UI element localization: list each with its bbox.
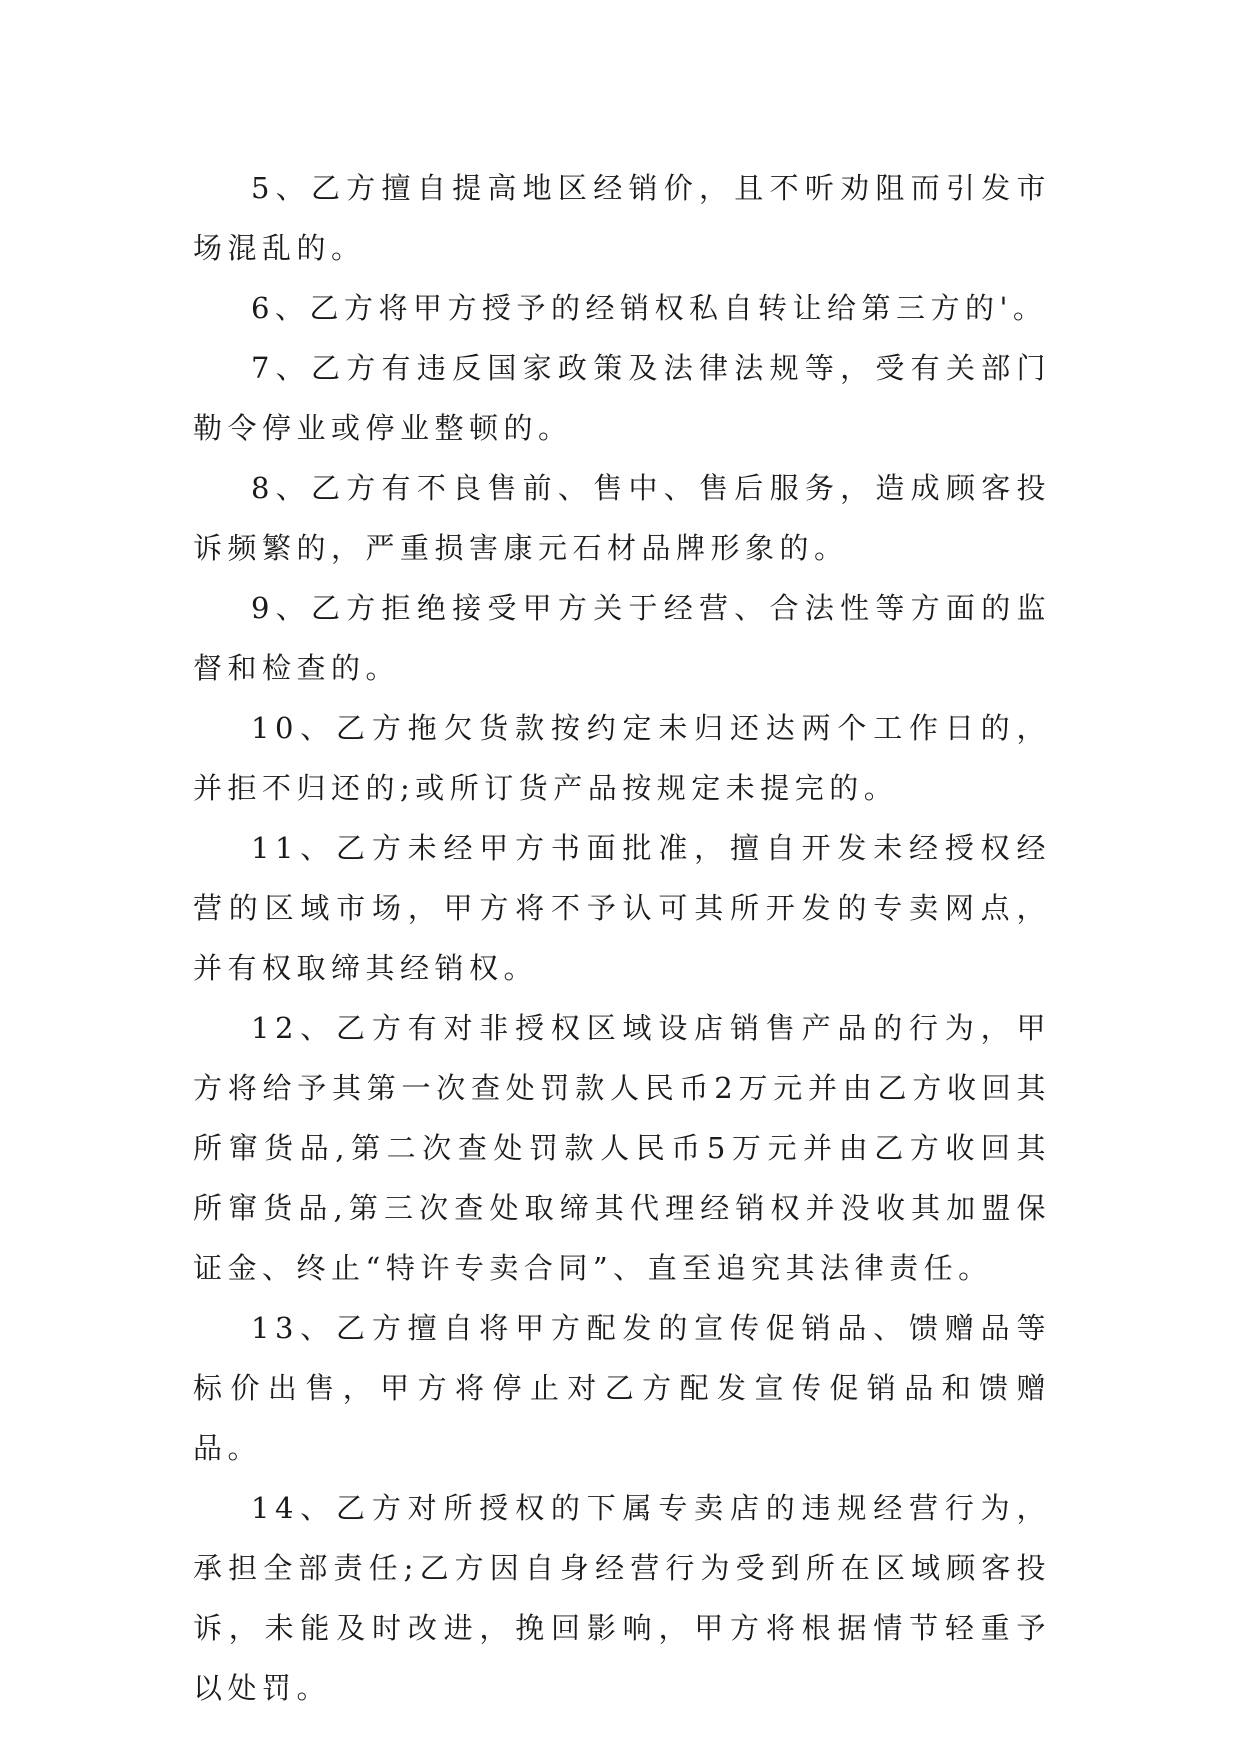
clause-13: 13、乙方擅自将甲方配发的宣传促销品、馈赠品等标价出售，甲方将停止对乙方配发宣传促销品和馈赠品。 [193,1311,1051,1465]
document-body [193,158,1051,1718]
clause-11: 11、乙方未经甲方书面批准，擅自开发未经授权经营的区域市场，甲方将不予认可其所开发的专卖网点，并有权取缔其经销权。 [193,831,1051,985]
clause-14: 14、乙方对所授权的下属专卖店的违规经营行为，承担全部责任;乙方因自身经营行为受到所在区域顾客投诉，未能及时改进，挽回影响，甲方将根据情节轻重予以处罚。 [193,1491,1051,1705]
clause-12: 12、乙方有对非授权区域设店销售产品的行为，甲方将给予其第一次查处罚款人民币2万元并由乙方收回其所窜货品,第二次查处罚款人民币5万元并由乙方收回其所窜货品,第三次查处取缔其代理经销权并没收其加盟保证金、终止“特许专卖合同”、直至追究其法律责任。 [193,1011,1051,1285]
clause-8: 8、乙方有不良售前、售中、售后服务，造成顾客投诉频繁的，严重损害康元石材品牌形象的。 [193,471,1051,565]
clause-5: 5、乙方擅自提高地区经销价，且不听劝阻而引发市场混乱的。 [193,171,1051,265]
clause-10: 10、乙方拖欠货款按约定未归还达两个工作日的，并拒不归还的;或所订货产品按规定未提完的。 [193,711,1051,805]
clause-9: 9、乙方拒绝接受甲方关于经营、合法性等方面的监督和检查的。 [193,591,1051,685]
clause-6: 6、乙方将甲方授予的经销权私自转让给第三方的'。 [251,291,1048,325]
clause-7: 7、乙方有违反国家政策及法律法规等，受有关部门勒令停业或停业整顿的。 [193,351,1051,445]
